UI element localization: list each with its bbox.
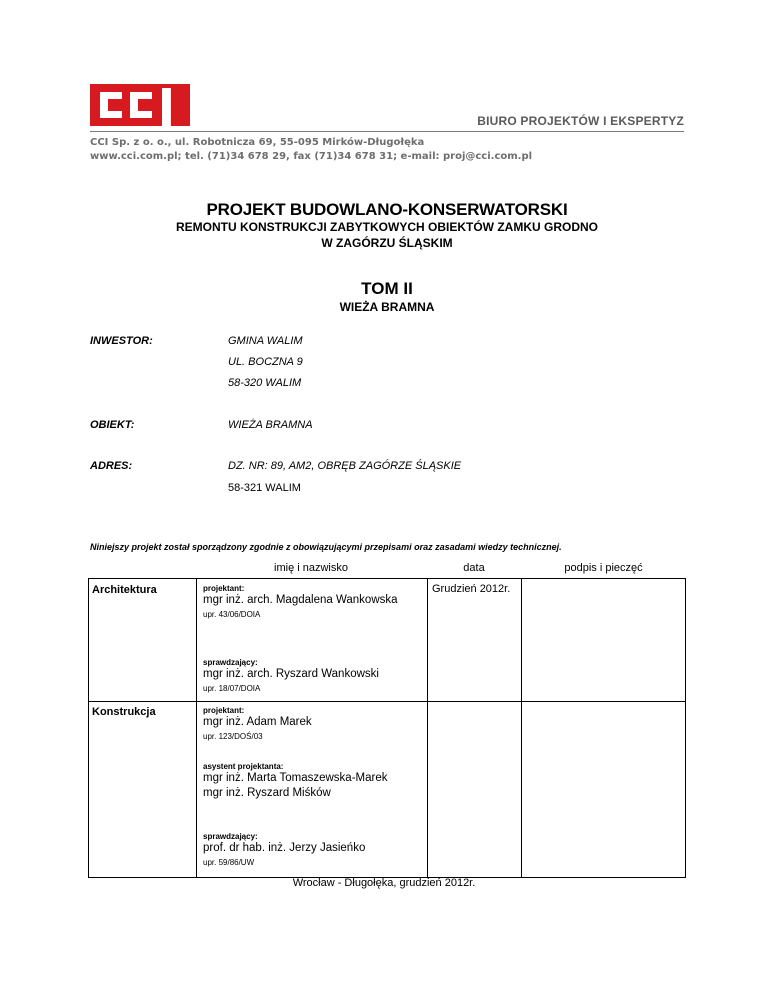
project-subtitle-2: W ZAGÓRZU ŚLĄSKIM (321, 236, 453, 250)
konst-designer-role: projektant: (203, 706, 245, 715)
arch-checker-role: sprawdzający: (203, 658, 258, 667)
section-konstrukcja: Konstrukcja (92, 706, 156, 718)
compliance-note: Niniejszy projekt został sporządzony zgodnie z obowiązującymi przepisami oraz zasadami wiedzy technicznej. (90, 542, 562, 552)
project-title: PROJEKT BUDOWLANO-KONSERWATORSKI (206, 200, 568, 219)
volume-title: TOM II (361, 279, 413, 298)
arch-designer-name: mgr inż. arch. Magdalena Wankowska (203, 594, 398, 606)
table-divider-1 (196, 579, 197, 877)
inwestor-label: INWESTOR: (90, 335, 153, 347)
konst-assistant-role: asystent projektanta: (203, 762, 284, 771)
konst-checker-name: prof. dr hab. inż. Jerzy Jasieńko (203, 842, 366, 854)
biuro-title: BIURO PROJEKTÓW I EKSPERTYZ (477, 114, 684, 128)
header-divider (90, 131, 684, 132)
inwestor-line-3: 58-320 WALIM (228, 377, 302, 389)
adres-line-1: DZ. NR: 89, AM2, OBRĘB ZAGÓRZE ŚLĄSKIE (228, 460, 462, 472)
adres-line-2: 58-321 WALIM (228, 482, 301, 494)
konst-assistant-name-2: mgr inż. Ryszard Miśków (203, 787, 331, 799)
table-row-divider (89, 701, 685, 702)
cci-logo (90, 84, 190, 126)
konst-checker-license: upr. 59/86/UW (203, 858, 255, 867)
konst-checker-role: sprawdzający: (203, 832, 258, 841)
konst-assistant-name-1: mgr inż. Marta Tomaszewska-Marek (203, 772, 388, 784)
table-divider-3 (521, 579, 522, 877)
column-header-date: data (463, 562, 485, 574)
konst-designer-name: mgr inż. Adam Marek (203, 716, 312, 728)
arch-date: Grudzień 2012r. (432, 583, 511, 595)
volume-subtitle: WIEŻA BRAMNA (339, 300, 435, 314)
section-architektura: Architektura (92, 584, 157, 596)
arch-checker-license: upr. 18/07/DOIA (203, 684, 261, 693)
arch-designer-role: projektant: (203, 584, 245, 593)
adres-label: ADRES: (90, 460, 133, 472)
obiekt-value: WIEŻA BRAMNA (228, 419, 313, 431)
inwestor-line-2: UL. BOCZNA 9 (228, 356, 303, 368)
signatures-table (88, 578, 686, 878)
arch-designer-license: upr. 43/06/DOIA (203, 610, 261, 619)
inwestor-line-1: GMINA WALIM (228, 335, 303, 347)
contact-details: www.cci.com.pl; tel. (71)34 678 29, fax (71)34 678 31; e-mail: proj@cci.com.pl (90, 151, 533, 162)
column-header-name: imię i nazwisko (274, 562, 348, 574)
konst-designer-license: upr. 123/DOŚ/03 (203, 732, 263, 741)
column-header-signature: podpis i pieczęć (564, 562, 643, 574)
arch-checker-name: mgr inż. arch. Ryszard Wankowski (203, 668, 379, 680)
obiekt-label: OBIEKT: (90, 419, 135, 431)
footer-place-date: Wrocław - Długołęka, grudzień 2012r. (292, 877, 476, 889)
project-subtitle-1: REMONTU KONSTRUKCJI ZABYTKOWYCH OBIEKTÓW ZAMKU GRODNO (176, 220, 598, 234)
table-divider-2 (427, 579, 428, 877)
contact-address: CCI Sp. z o. o., ul. Robotnicza 69, 55-095 Mirków-Długołęka (90, 137, 425, 148)
